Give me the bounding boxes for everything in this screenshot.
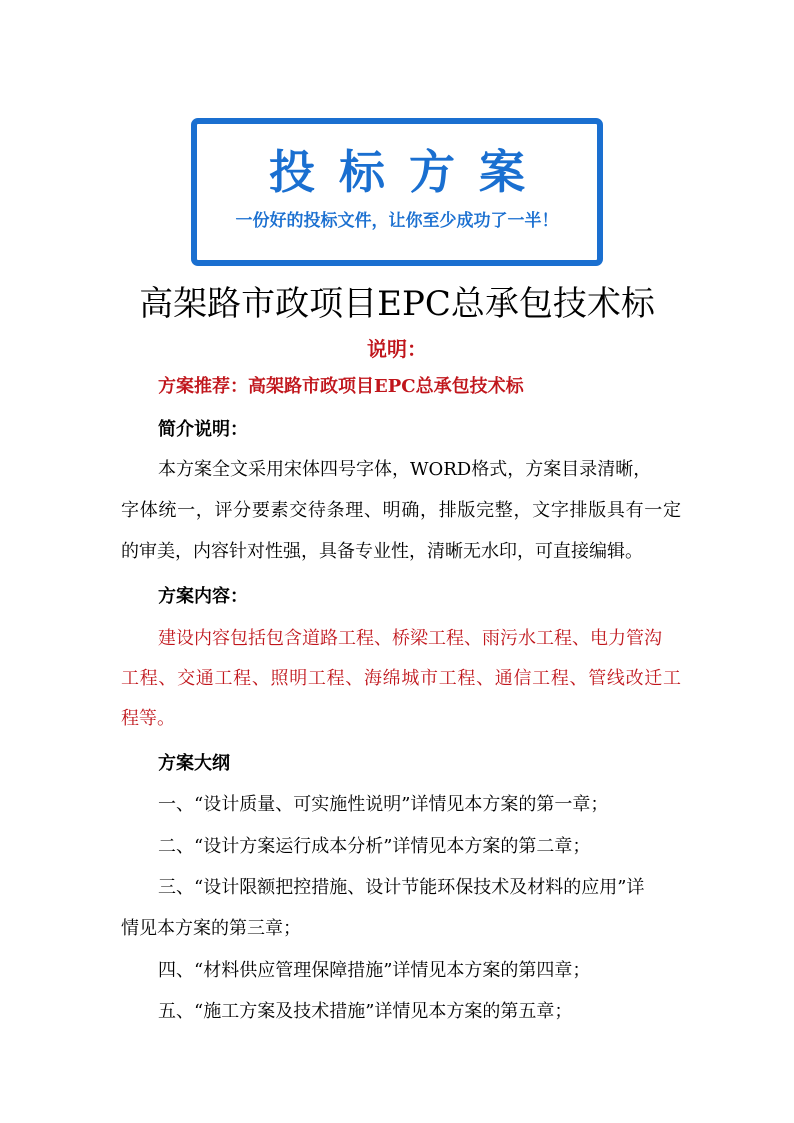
banner-subtitle: 一份好的投标文件，让你至少成功了一半！ bbox=[235, 211, 559, 231]
content-line-1: 建设内容包括包含道路工程、桥梁工程、雨污水工程、电力管沟 bbox=[158, 628, 662, 649]
document-title: 高架路市政项目EPC总承包技术标 bbox=[139, 284, 655, 324]
content-heading: 方案内容： bbox=[158, 586, 248, 607]
banner-title: 投标方案 bbox=[269, 145, 549, 199]
outline-item-3: 三、“设计限额把控措施、设计节能环保技术及材料的应用”详 bbox=[158, 877, 645, 898]
outline-item-4: 四、“材料供应管理保障措施”详情见本方案的第四章； bbox=[158, 960, 591, 981]
outline-item-2: 二、“设计方案运行成本分析”详情见本方案的第二章； bbox=[158, 836, 591, 857]
content-line-2: 工程、交通工程、照明工程、海绵城市工程、通信工程、管线改迁工 bbox=[121, 668, 681, 689]
intro-heading: 简介说明： bbox=[158, 419, 248, 440]
outline-item-1: 一、“设计质量、可实施性说明”详情见本方案的第一章； bbox=[158, 794, 609, 815]
intro-line-2: 字体统一，评分要素交待条理、明确，排版完整，文字排版具有一定 bbox=[121, 500, 681, 521]
intro-line-1: 本方案全文采用宋体四号字体，WORD格式，方案目录清晰， bbox=[158, 459, 652, 480]
outline-item-3-cont: 情见本方案的第三章； bbox=[121, 918, 301, 939]
content-line-3: 程等。 bbox=[121, 708, 175, 729]
outline-heading: 方案大纲 bbox=[158, 753, 230, 774]
intro-line-3: 的审美，内容针对性强，具备专业性，清晰无水印，可直接编辑。 bbox=[121, 541, 643, 562]
outline-item-5: 五、“施工方案及技术措施”详情见本方案的第五章； bbox=[158, 1001, 573, 1022]
note-heading: 说明： bbox=[367, 337, 427, 361]
banner-box bbox=[191, 118, 603, 266]
recommend-line: 方案推荐：高架路市政项目EPC总承包技术标 bbox=[158, 376, 524, 397]
